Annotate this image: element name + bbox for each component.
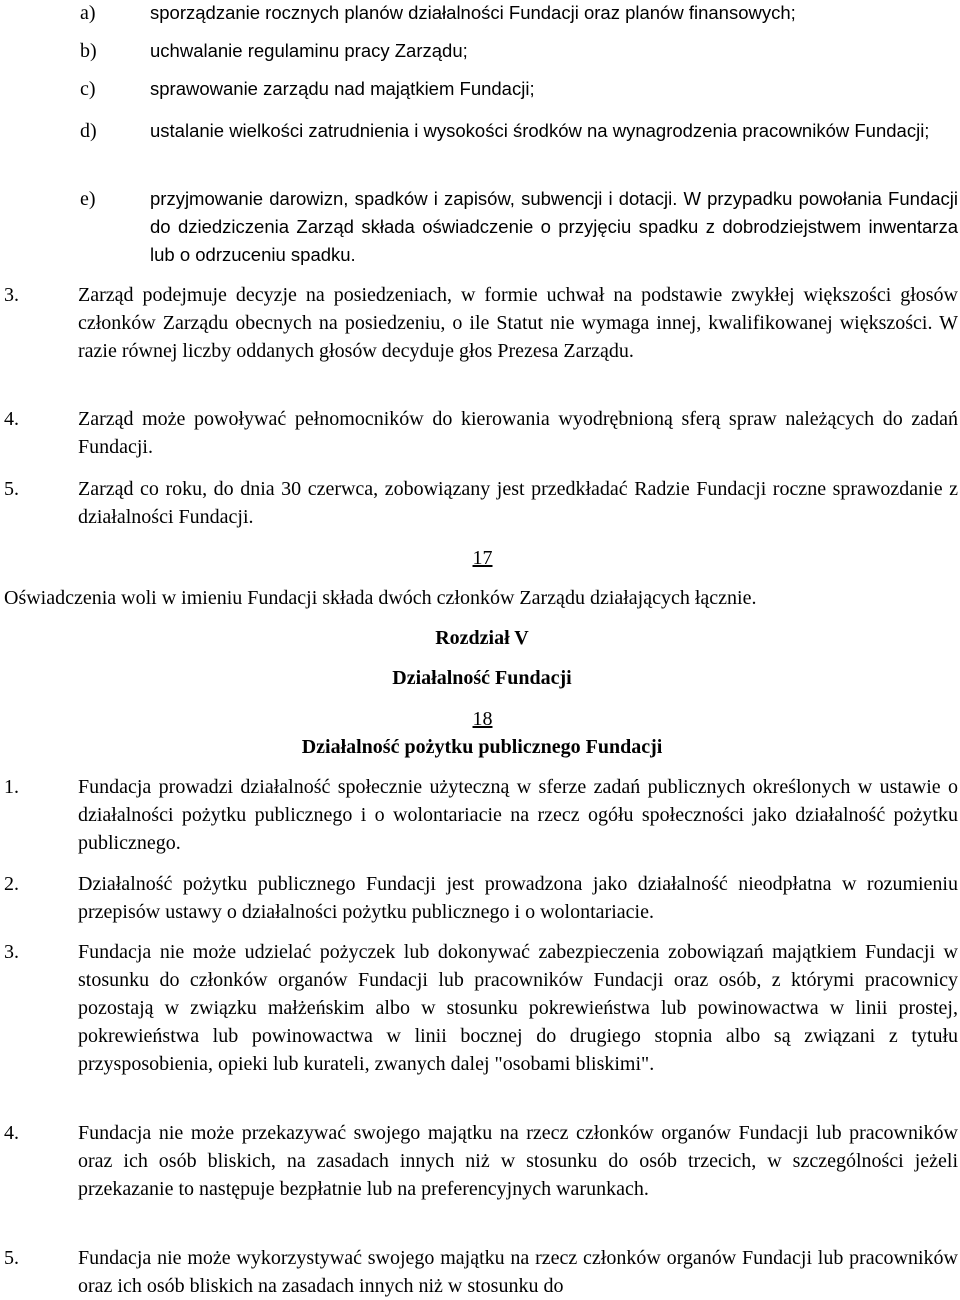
paragraph-text: Fundacja prowadzi działalność społecznie użyteczną w sferze zadań publicznych określonych w ustawie o działalności pożytku publicznego i o wolontariacie na rzecz ogółu społeczności jako działalność pożytku publicznego.: [78, 776, 958, 854]
paragraph-text: Zarząd co roku, do dnia 30 czerwca, zobowiązany jest przedkładać Radzie Fundacji roczne sprawozdanie z działalności Fundacji.: [78, 478, 958, 528]
chapter-title: Rozdział V: [435, 627, 529, 649]
paragraph-2-non-paid: [0, 870, 960, 926]
paragraph-5-no-use: [0, 1244, 960, 1300]
paragraph-number: 5.: [4, 1247, 19, 1269]
paragraph-text: Zarząd może powoływać pełnomocników do kierowania wyodrębnioną sferą spraw należących do zadań Fundacji.: [78, 408, 958, 458]
paragraph-text: Fundacja nie może wykorzystywać swojego majątku na rzecz członków organów Fundacji lub pracowników oraz ich osób bliskich na zasadach innych niż w stosunku do: [78, 1247, 958, 1297]
paragraph-5-annual-report: [0, 475, 960, 531]
list-item-text: uchwalanie regulaminu pracy Zarządu;: [150, 40, 468, 61]
list-marker: e): [80, 188, 96, 210]
paragraph-number: 5.: [4, 478, 19, 500]
list-item-text: przyjmowanie darowizn, spadków i zapisów, subwencji i dotacji. W przypadku powołania Fundacji do dziedziczenia Zarząd składa oświadczenie o przyjęciu spadku z dobrodziejstwem inwentarza lub o odrzuceniu spadku.: [150, 188, 958, 265]
section-17-mark: 17: [472, 547, 493, 569]
list-item-b: [0, 37, 960, 65]
section-18-title: Działalność pożytku publicznego Fundacji: [301, 736, 663, 758]
list-item-text: ustalanie wielkości zatrudnienia i wysokości środków na wynagrodzenia pracowników Fundacji;: [150, 120, 930, 141]
paragraph-number: 2.: [4, 873, 19, 895]
paragraph-number: 3.: [4, 941, 19, 963]
paragraph-4-proxies: [0, 405, 960, 461]
paragraph-number: 4.: [4, 1122, 19, 1144]
chapter-subtitle: Działalność Fundacji: [392, 667, 572, 689]
list-item-text: sprawowanie zarządu nad majątkiem Fundacji;: [150, 78, 535, 99]
list-marker: a): [80, 2, 96, 24]
list-item-text: sporządzanie rocznych planów działalności Fundacji oraz planów finansowych;: [150, 2, 796, 23]
section-18-mark: 18: [472, 708, 493, 730]
list-marker: c): [80, 78, 96, 100]
list-item-e: [0, 185, 960, 269]
paragraph-4-no-transfer: [0, 1119, 960, 1203]
paragraph-3-board-decisions: [0, 281, 960, 365]
list-marker: b): [80, 40, 97, 62]
paragraph-3-no-loans: [0, 938, 960, 1078]
list-item-a: [0, 0, 960, 27]
paragraph-1-public-benefit: [0, 773, 960, 857]
paragraph-text: Fundacja nie może przekazywać swojego majątku na rzecz członków organów Fundacji lub pracowników oraz ich osób bliskich, na zasadach innych niż w stosunku do osób trzecich, w szczególności jeżeli przekazanie to następuje bezpłatnie lub na preferencyjnych warunkach.: [78, 1122, 958, 1200]
list-item-c: [0, 75, 960, 103]
list-item-d: [0, 117, 960, 145]
paragraph-number: 1.: [4, 776, 19, 798]
paragraph-text: Fundacja nie może udzielać pożyczek lub dokonywać zabezpieczenia zobowiązań majątkiem Fundacji w stosunku do członków organów Fundacji lub pracowników Fundacji oraz osób, z którymi pracownicy pozostają w związku małżeńskim albo w stosunku pokrewieństwa lub powinowactwa w linii prostej, pokrewieństwa lub powinowactwa w linii bocznej do drugiego stopnia albo są związani z tytułu przysposobienia, opieki lub kurateli, zwanych dalej "osobami bliskimi".: [78, 941, 958, 1075]
paragraph-text: Działalność pożytku publicznego Fundacji jest prowadzona jako działalność nieodpłatna w rozumieniu przepisów ustawy o działalności pożytku publicznego i o wolontariacie.: [78, 873, 958, 923]
paragraph-number: 4.: [4, 408, 19, 430]
list-marker: d): [80, 120, 97, 142]
paragraph-text: Zarząd podejmuje decyzje na posiedzeniach, w formie uchwał na podstawie zwykłej większości głosów członków Zarządu obecnych na posiedzeniu, o ile Statut nie wymaga innej, kwalifikowanej większości. W razie równej liczby oddanych głosów decyduje głos Prezesa Zarządu.: [78, 284, 958, 362]
section-17-text: Oświadczenia woli w imieniu Fundacji składa dwóch członków Zarządu działających łącznie.: [4, 587, 757, 609]
paragraph-number: 3.: [4, 284, 19, 306]
